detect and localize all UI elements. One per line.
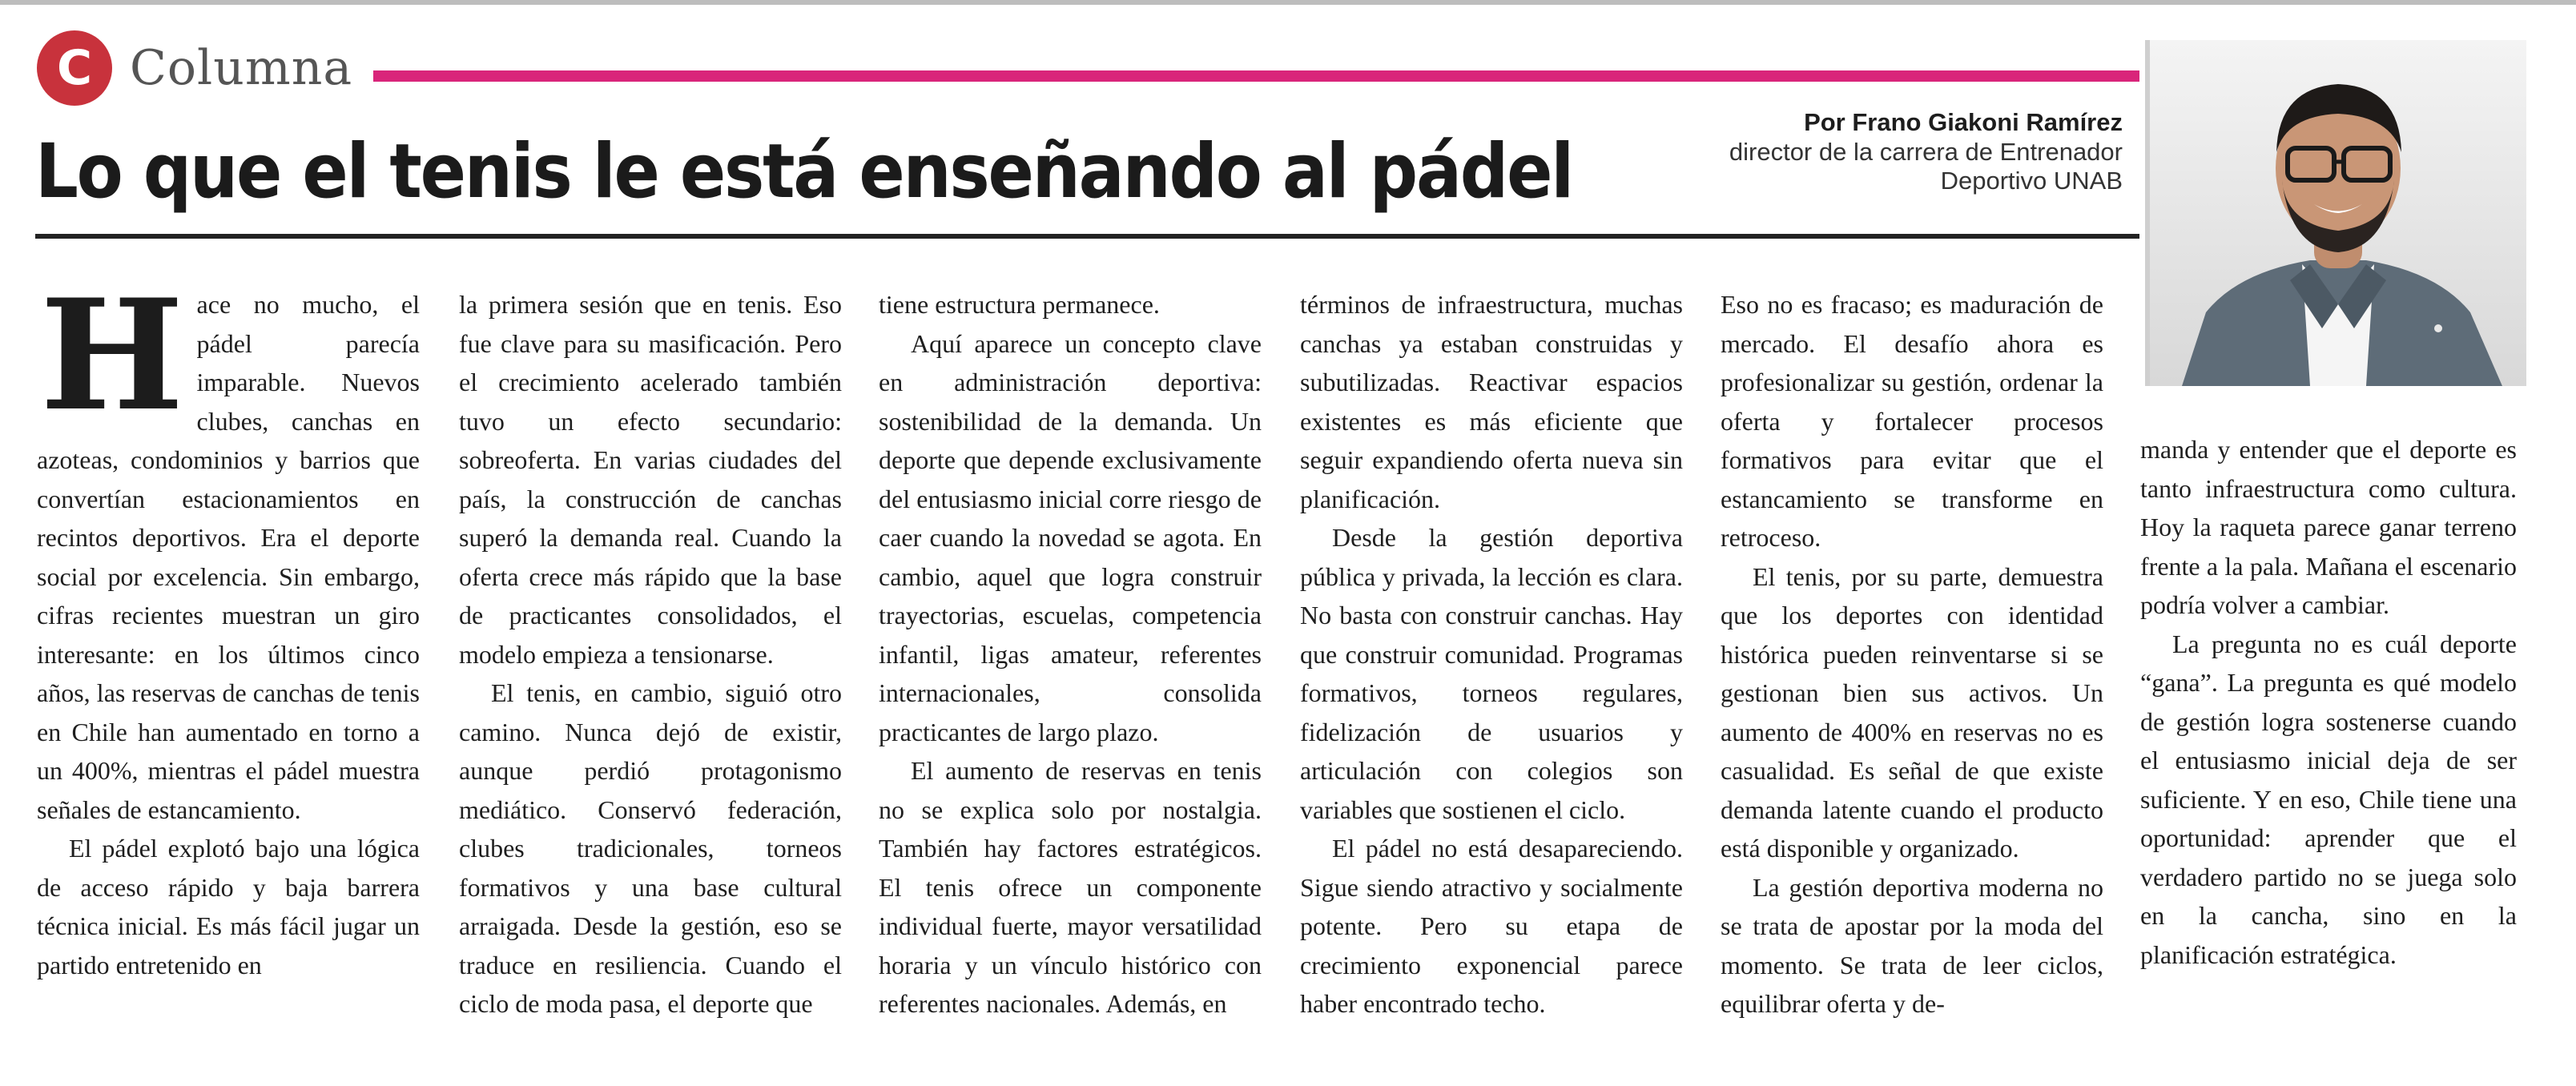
paragraph-6: Desde la gestión deportiva pública y privada, la lección es clara. No basta con construir canchas. Hay que construir comunidad. Programas formativos, torneos regulares, fidelización de usuarios y articulación con colegios son variables que sostienen el ciclo. — [1300, 523, 1683, 824]
paragraph-1-text: ace no mucho, el pádel parecía imparable. Nuevos clubes, canchas en azoteas, condominios y barrios que convertían estacionamientos en recintos deportivos. Era el deporte social por excelencia. Sin embargo, cifras recientes muestran un giro interesante: en los últimos cinco años, las reservas de canchas de tenis en Chile han aumentado en torno a un 400%, mientras el pádel muestra señales de estancamiento. — [37, 290, 420, 824]
author-role-line1: director de la carrera de Entrenador — [1729, 138, 2123, 166]
paragraph-5: El aumento de reservas en tenis no se explica solo por nostalgia. También hay factores estratégicos. El tenis ofrece un componente individual fuerte, mayor versatilidad horaria y un vínculo histórico con referentes nacionales. Además, en — [879, 756, 1262, 1018]
byline — [1729, 107, 2123, 195]
paragraph-2-continued: la primera sesión que en tenis. Eso fue clave para su masificación. Pero el crecimiento acelerado también tuvo un efecto secundario: sobreoferta. En varias ciudades del país, la construcción de canchas superó la demanda real. Cuando la oferta crece más rápido que la base de practicantes consolidados, el modelo empieza a tensionarse. — [459, 290, 842, 669]
paragraph-7-continued: Eso no es fracaso; es maduración de mercado. El desafío ahora es profesionalizar su gestión, ordenar la oferta y fortalecer procesos formativos para evitar que el estancamiento se transforme en retroceso. — [1721, 290, 2103, 552]
section-badge: C — [37, 30, 112, 106]
paragraph-1 — [37, 266, 420, 829]
headline: Lo que el tenis le está enseñando al pádel — [35, 128, 1572, 215]
paragraph-3: El tenis, en cambio, siguió otro camino. Nunca dejó de existir, aunque perdió protagonismo mediático. Conservó federación, clubes tradicionales, torneos formativos y una base cultural arraigada. Desde la gestión, eso se traduce en resiliencia. Cuando el ciclo de moda pasa, el deporte que — [459, 678, 842, 1018]
paragraph-10: La pregunta no es cuál deporte “gana”. La pregunta es qué modelo de gestión logra sostenerse cuando el entusiasmo inicial deja de ser suficiente. Y en eso, Chile tiene una oportunidad: aprender que el verdadero partido no se juega solo en la cancha, sino en la planificación estratégica. — [2140, 629, 2517, 969]
paragraph-4: Aquí aparece un concepto clave en administración deportiva: sostenibilidad de la demanda. Un deporte que depende exclusivamente del entusiasmo inicial corre riesgo de caer cuando la novedad se agota. En cambio, aquel que logra construir trayectorias, escuelas, competencia infantil, ligas amateur, referentes internacionales, consolida practicantes de largo plazo. — [879, 328, 1262, 746]
author-role-line2: Deportivo UNAB — [1940, 167, 2123, 195]
author-portrait-illustration — [2150, 40, 2526, 386]
article-column-1 — [37, 266, 420, 984]
drop-cap: H — [40, 266, 184, 444]
accent-rule — [373, 70, 2139, 82]
header-rule — [35, 234, 2139, 239]
paragraph-7: El pádel no está desapareciendo. Sigue siendo atractivo y socialmente potente. Pero su etapa de crecimiento exponencial parece haber encontrado techo. — [1300, 834, 1683, 1018]
article-column-2 — [459, 285, 842, 1024]
section-label: Columna — [130, 40, 353, 96]
article-column-5 — [1721, 285, 2103, 1024]
paragraph-3-continued: tiene estructura permanece. — [879, 290, 1160, 319]
article-column-3 — [879, 285, 1262, 1024]
author-photo — [2145, 40, 2526, 386]
paragraph-9: La gestión deportiva moderna no se trata de apostar por la moda del momento. Se trata de leer ciclos, equilibrar oferta y de- — [1721, 872, 2103, 1018]
article-column-4 — [1300, 285, 1683, 1024]
paragraph-5-continued: términos de infraestructura, muchas canchas ya estaban construidas y subutilizadas. Reactivar espacios existentes es más eficiente que seguir expandiendo oferta nueva sin planificación. — [1300, 290, 1683, 513]
paragraph-2: El pádel explotó bajo una lógica de acceso rápido y baja barrera técnica inicial. Es más fácil jugar un partido entretenido en — [37, 834, 420, 979]
paragraph-9-continued: manda y entender que el deporte es tanto infraestructura como cultura. Hoy la raqueta parece ganar terreno frente a la pala. Mañana el escenario podría volver a cambiar. — [2140, 435, 2517, 619]
author-name: Por Frano Giakoni Ramírez — [1804, 108, 2123, 136]
top-rule — [0, 0, 2576, 5]
paragraph-8: El tenis, por su parte, demuestra que los deportes con identidad histórica pueden reinventarse si se gestionan bien sus activos. Un aumento de 400% en reservas no es casualidad. Es señal de que existe demanda latente cuando el producto está disponible y organizado. — [1721, 561, 2103, 863]
article-column-6 — [2140, 430, 2517, 974]
